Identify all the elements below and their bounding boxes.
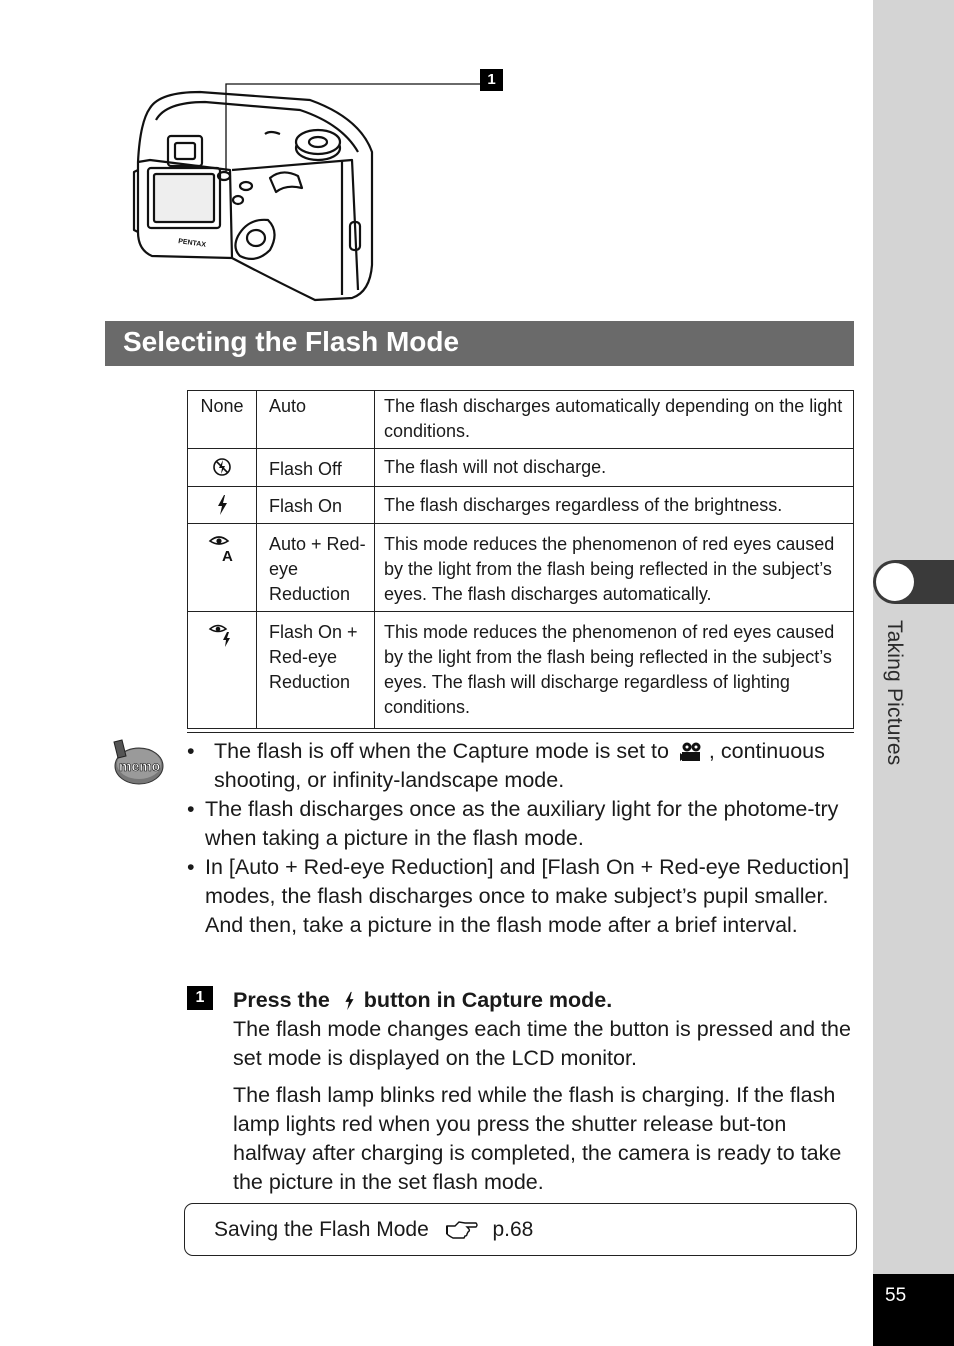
mode-symbol-cell: [188, 449, 257, 487]
mode-symbol-cell: [188, 524, 257, 612]
mode-description: This mode reduces the phenomenon of red eyes caused by the light from the flash being reflected in the subject’s eyes. The flash discharges automatically.: [375, 524, 854, 612]
mode-description: This mode reduces the phenomenon of red eyes caused by the light from the flash being reflected in the subject’s eyes. The flash will discharge regardless of lighting conditions.: [375, 612, 854, 729]
table-row: [188, 612, 854, 729]
table-row: [188, 524, 854, 612]
callout-badge: 1: [480, 69, 503, 91]
memo-label: memo: [119, 758, 161, 774]
camera-illustration: [120, 60, 520, 310]
list-item: [187, 737, 857, 795]
red-eye-auto-icon: [208, 533, 236, 563]
flash-off-icon: [212, 456, 232, 478]
bullet-text: , continuous shooting, or infinity-landscape mode.: [214, 739, 825, 792]
section-heading: Selecting the Flash Mode: [123, 326, 460, 357]
chapter-label: Taking Pictures: [883, 620, 906, 766]
flash-on-icon: [215, 494, 229, 516]
red-eye-flash-on-icon: [208, 623, 236, 649]
chapter-tab-circle: [876, 563, 914, 601]
step-title-text: button in Capture mode.: [363, 988, 613, 1012]
mode-name: Auto: [257, 391, 375, 449]
list-item: • The flash discharges once as the auxiliary light for the photome-try when taking a picture in the flash mode.: [187, 795, 857, 853]
mode-description: The flash discharges automatically depending on the light conditions.: [375, 391, 854, 449]
step-paragraph: The flash lamp blinks red while the flash is charging. If the flash lamp lights red when you press the shutter release but-ton halfway after charging is completed, the camera is ready to take the picture in the set flash mode.: [233, 1083, 842, 1194]
mode-name: Auto + Red-eye Reduction: [257, 524, 375, 612]
table-row: [188, 391, 854, 449]
svg-text:A: A: [222, 548, 233, 563]
step-number-badge: 1: [187, 986, 213, 1010]
mode-description: The flash will not discharge.: [375, 449, 854, 487]
mode-symbol-cell: [188, 487, 257, 524]
mode-description: The flash discharges regardless of the brightness.: [375, 487, 854, 524]
reference-text: [214, 1218, 533, 1242]
list-item: • In [Auto + Red-eye Reduction] and [Flash On + Red-eye Reduction] modes, the flash discharges once to make subject’s pupil smaller. And then, take a picture in the flash mode after a brief interval.: [187, 853, 857, 940]
mode-name: Flash On + Red-eye Reduction: [257, 612, 375, 729]
camera-brand: PENTAX: [177, 238, 207, 249]
mode-name: Flash Off: [257, 449, 375, 487]
step-title: [233, 986, 863, 1015]
flash-mode-table: [187, 390, 854, 729]
pointing-hand-icon: [445, 1220, 479, 1240]
mode-symbol: None: [188, 391, 257, 449]
section-divider: [187, 732, 854, 733]
memo-bullets: [187, 737, 857, 940]
step-paragraph: The flash mode changes each time the button is pressed and the set mode is displayed on the LCD monitor.: [233, 1017, 851, 1070]
reference-page-link[interactable]: p.68: [492, 1218, 534, 1241]
movie-camera-icon: [679, 741, 705, 763]
table-row: [188, 487, 854, 524]
mode-name: Flash On: [257, 487, 375, 524]
memo-icon: [108, 738, 166, 788]
mode-symbol-cell: [188, 612, 257, 729]
flash-icon: [342, 991, 356, 1011]
bullet-text: The flash is off when the Capture mode is set to: [214, 739, 669, 763]
table-row: [188, 449, 854, 487]
step-instructions: [233, 986, 863, 1197]
step-title-text: Press the: [233, 988, 330, 1012]
reference-label: Saving the Flash Mode: [214, 1218, 429, 1241]
page-number: 55: [885, 1285, 907, 1306]
